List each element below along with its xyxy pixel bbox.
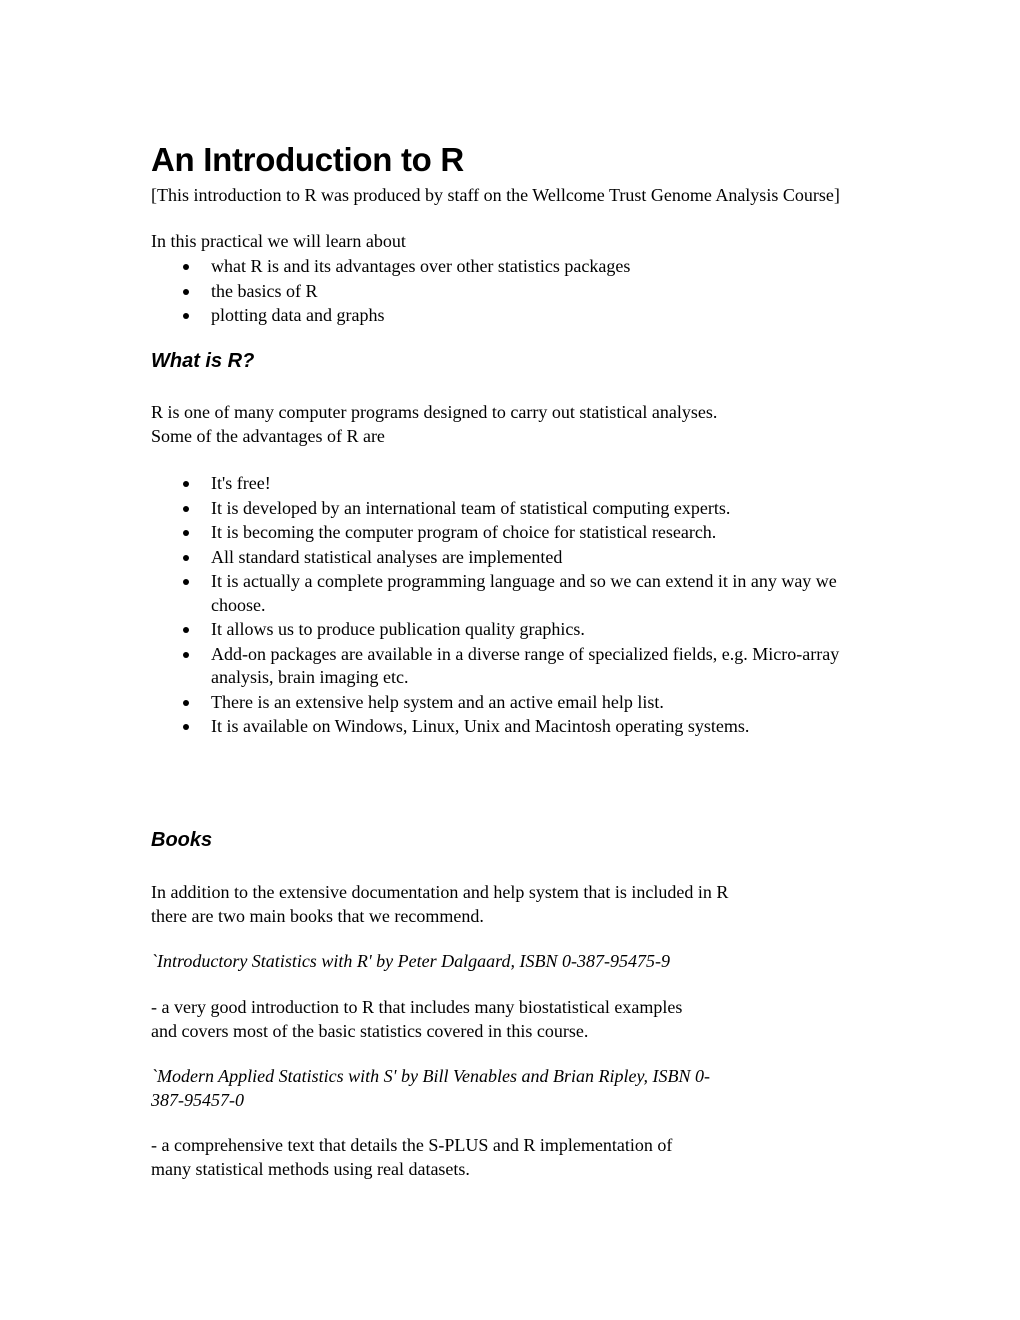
list-item: It is becoming the computer program of choice for statistical research. <box>151 521 871 545</box>
intro-credit: [This introduction to R was produced by staff on the Wellcome Trust Genome Analysis Course] <box>151 185 840 205</box>
list-item: It is available on Windows, Linux, Unix and Macintosh operating systems. <box>151 715 871 739</box>
bullet-icon <box>183 506 189 512</box>
bullet-icon <box>183 555 189 561</box>
list-item: There is an extensive help system and an active email help list. <box>151 691 871 715</box>
book-title: `Modern Applied Statistics with S' by Bill Venables and Brian Ripley, ISBN 0- 387-95457-0 <box>151 1066 710 1110</box>
section-heading-what-is-r: What is R? <box>151 350 255 372</box>
list-item: It is actually a complete programming language and so we can extend it in any way we choose. <box>151 570 871 617</box>
book-title: `Introductory Statistics with R' by Peter Dalgaard, ISBN 0-387-95475-9 <box>151 951 670 971</box>
bullet-icon <box>183 579 189 585</box>
list-item: It allows us to produce publication quality graphics. <box>151 618 871 642</box>
list-item: Add-on packages are available in a diverse range of specialized fields, e.g. Micro-array analysis, brain imaging etc. <box>151 643 871 690</box>
intro-list <box>151 255 871 329</box>
bullet-icon <box>183 313 189 319</box>
book-description: - a very good introduction to R that includes many biostatistical examples and covers most of the basic statistics covered in this course. <box>151 997 683 1041</box>
bullet-icon <box>183 700 189 706</box>
section-heading-books: Books <box>151 829 213 851</box>
list-item: plotting data and graphs <box>151 304 871 328</box>
bullet-icon <box>183 652 189 658</box>
books-intro: In addition to the extensive documentation and help system that is included in R there are two main books that we recommend. <box>151 882 729 926</box>
list-item: It's free! <box>151 472 871 496</box>
bullet-icon <box>183 481 189 487</box>
book-description: - a comprehensive text that details the S-PLUS and R implementation of many statistical methods using real datasets. <box>151 1135 673 1179</box>
intro-lead: In this practical we will learn about <box>151 231 406 251</box>
bullet-icon <box>183 724 189 730</box>
advantages-list <box>151 472 871 740</box>
paragraph: R is one of many computer programs designed to carry out statistical analyses. <box>151 402 718 422</box>
bullet-icon <box>183 530 189 536</box>
page-title: An Introduction to R <box>151 141 464 178</box>
bullet-icon <box>183 289 189 295</box>
list-item: All standard statistical analyses are implemented <box>151 546 871 570</box>
bullet-icon <box>183 264 189 270</box>
list-item: It is developed by an international team of statistical computing experts. <box>151 497 871 521</box>
bullet-icon <box>183 627 189 633</box>
list-item: what R is and its advantages over other statistics packages <box>151 255 871 279</box>
list-item: the basics of R <box>151 280 871 304</box>
paragraph: Some of the advantages of R are <box>151 426 385 446</box>
